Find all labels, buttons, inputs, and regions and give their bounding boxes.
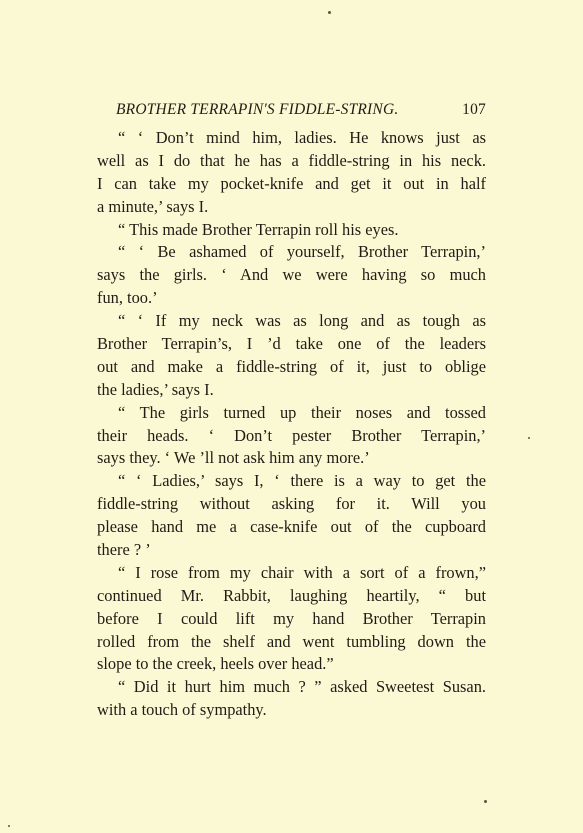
body-text bbox=[97, 127, 486, 722]
text-line: with a touch of sympathy. bbox=[97, 700, 267, 720]
text-line: before I could lift my hand Brother Terrapin bbox=[97, 608, 486, 628]
text-line: “ The girls turned up their noses and tossed bbox=[118, 402, 486, 422]
text-line: “ Did it hurt him much ? ” asked Sweetest Susan. bbox=[118, 677, 486, 697]
text-line: “ I rose from my chair with a sort of a frown,” bbox=[118, 562, 486, 582]
text-line: “ ‘ Ladies,’ says I, ‘ there is a way to get the bbox=[118, 471, 486, 491]
text-line: “ ‘ Don’t mind him, ladies. He knows just as bbox=[118, 128, 486, 147]
text-line: “ ‘ Be ashamed of yourself, Brother Terrapin,’ bbox=[118, 242, 486, 262]
text-line: there ? ’ bbox=[97, 540, 151, 560]
print-speck-top bbox=[328, 11, 331, 14]
text-line: Brother Terrapin’s, I ’d take one of the leaders bbox=[97, 334, 486, 354]
text-line: “ This made Brother Terrapin roll his eyes. bbox=[118, 219, 399, 239]
text-line: says the girls. ‘ And we were having so much bbox=[97, 265, 486, 285]
running-head bbox=[116, 101, 486, 119]
text-line: slope to the creek, heels over head.” bbox=[97, 654, 334, 674]
text-line: I can take my pocket-knife and get it out in half bbox=[97, 173, 486, 193]
print-speck-bottom-right bbox=[484, 800, 487, 803]
text-line: a minute,’ says I. bbox=[97, 196, 209, 216]
text-line: the ladies,’ says I. bbox=[97, 379, 214, 399]
text-line: fiddle-string without asking for it. Will you bbox=[97, 494, 486, 514]
text-line: rolled from the shelf and went tumbling down the bbox=[97, 631, 486, 651]
text-line: fun, too.’ bbox=[97, 288, 158, 308]
text-line: “ ‘ If my neck was as long and as tough as bbox=[118, 311, 486, 331]
running-head-title: BROTHER TERRAPIN'S FIDDLE-STRING. bbox=[116, 101, 399, 118]
text-line: please hand me a case-knife out of the cupboard bbox=[97, 517, 486, 537]
page-number: 107 bbox=[462, 101, 486, 118]
text-line: continued Mr. Rabbit, laughing heartily, “ but bbox=[97, 585, 486, 605]
print-speck-right bbox=[528, 437, 530, 439]
text-line: out and make a fiddle-string of it, just to oblige bbox=[97, 356, 486, 376]
text-line: says they. ‘ We ’ll not ask him any more.’ bbox=[97, 448, 370, 468]
print-speck-bottom-left bbox=[8, 825, 10, 827]
text-line: their heads. ‘ Don’t pester Brother Terrapin,’ bbox=[97, 425, 486, 445]
text-line: well as I do that he has a fiddle-string in his neck. bbox=[97, 150, 486, 170]
